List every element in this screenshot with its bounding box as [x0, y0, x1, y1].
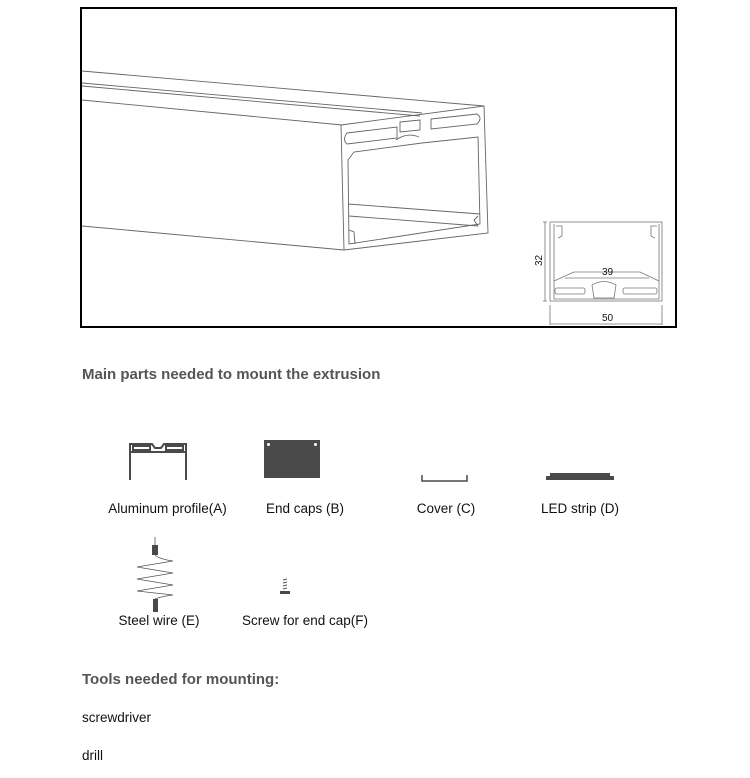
- end-cap-icon: [264, 440, 320, 478]
- product-drawing-frame: [80, 7, 677, 328]
- tool-item-drill: drill: [82, 748, 104, 763]
- dimension-inner-width: 39: [602, 267, 614, 278]
- steel-wire-icon: [133, 537, 178, 613]
- dimension-height: 32: [534, 254, 545, 266]
- part-label-steel-wire: Steel wire (E): [118, 613, 200, 628]
- part-label-end-caps: End caps (B): [265, 501, 345, 516]
- part-label-cover: Cover (C): [416, 501, 476, 516]
- parts-heading: Main parts needed to mount the extrusion: [82, 366, 381, 383]
- part-label-aluminum-profile: Aluminum profile(A): [108, 501, 227, 516]
- led-strip-icon: [545, 471, 615, 483]
- tool-item-screwdriver: screwdriver: [82, 710, 152, 725]
- tools-heading: Tools needed for mounting:: [82, 671, 280, 688]
- part-label-screw: Screw for end cap(F): [241, 613, 369, 628]
- screw-icon: [278, 578, 292, 598]
- aluminum-profile-icon: [128, 440, 188, 482]
- cover-icon: [420, 473, 470, 485]
- dimension-outer-width: 50: [602, 313, 614, 324]
- extrusion-3d-drawing: [82, 9, 675, 326]
- part-label-led-strip: LED strip (D): [540, 501, 619, 516]
